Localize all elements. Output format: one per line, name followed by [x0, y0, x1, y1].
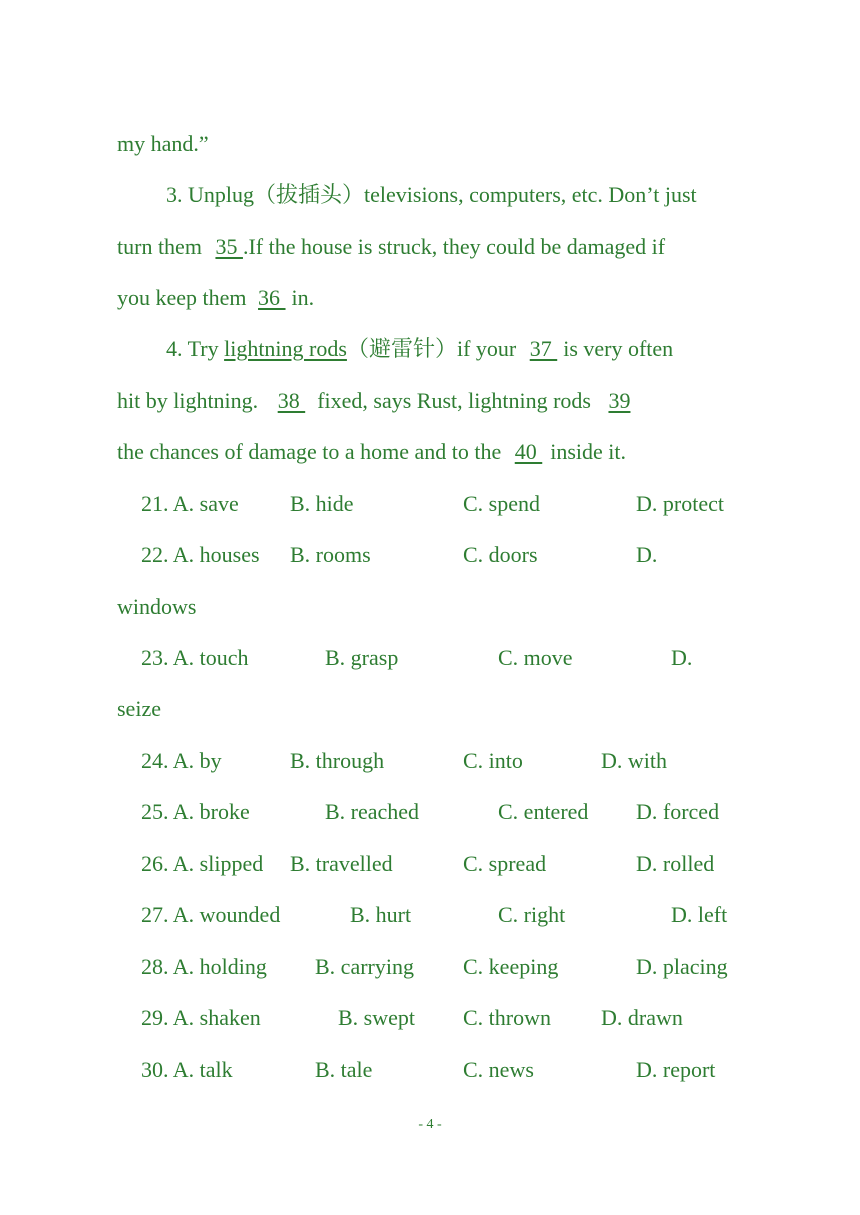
option-b: B. tale: [315, 1057, 373, 1082]
option-a: 24. A. by: [141, 748, 222, 773]
option-c: C. spread: [463, 851, 547, 876]
option-c: C. entered: [498, 799, 589, 824]
paragraph-3-line-3: [117, 283, 745, 313]
passage-text: if your: [456, 336, 517, 361]
passage-text: hit by lightning.: [117, 388, 259, 413]
option-a: 26. A. slipped: [141, 851, 264, 876]
option-b: B. rooms: [290, 542, 371, 567]
blank-38: 38: [277, 388, 306, 413]
passage-line-1: [117, 129, 745, 159]
passage-text: .If the house is struck, they could be damaged if: [242, 234, 666, 259]
option-d: D. drawn: [601, 1005, 683, 1030]
option-c: C. doors: [463, 542, 538, 567]
option-23-wrap: [117, 694, 745, 724]
chinese-gloss: （避雷针）: [346, 336, 457, 361]
option-d: D. protect: [636, 491, 724, 516]
option-a: 28. A. holding: [141, 954, 267, 979]
option-b: B. travelled: [290, 851, 393, 876]
option-b: B. hide: [290, 491, 354, 516]
option-c: C. right: [498, 902, 566, 927]
passage-text: you keep them: [117, 285, 247, 310]
option-row-29: [0, 1003, 860, 1033]
passage-text: my hand.”: [117, 131, 209, 156]
option-b: B. grasp: [325, 645, 399, 670]
paragraph-3-line-1: [166, 180, 745, 210]
option-c: C. into: [463, 748, 523, 773]
blank-40: 40: [514, 439, 543, 464]
page-number: - 4 -: [418, 1117, 442, 1132]
paragraph-4-line-3: [117, 437, 745, 467]
blank-35: 35: [215, 234, 243, 259]
option-row-30: [0, 1055, 860, 1085]
option-b: B. swept: [338, 1005, 415, 1030]
option-row-26: [0, 849, 860, 879]
blank-37: 37: [529, 336, 558, 361]
option-d: D. forced: [636, 799, 720, 824]
passage-text: the chances of damage to a home and to the: [117, 439, 502, 464]
paragraph-4-line-2: [117, 386, 745, 416]
option-d-text: seize: [117, 696, 161, 721]
blank-39: 39: [608, 388, 631, 413]
option-d-text: windows: [117, 594, 197, 619]
paragraph-number: 4. Try: [166, 336, 219, 361]
option-row-24: [0, 746, 860, 776]
option-row-21: [0, 489, 860, 519]
paragraph-4-line-1: [166, 334, 745, 364]
option-b: B. hurt: [350, 902, 412, 927]
option-d: D. report: [636, 1057, 716, 1082]
option-d: D.: [671, 645, 693, 670]
option-d: D. with: [601, 748, 667, 773]
option-b: B. through: [290, 748, 385, 773]
passage-text: inside it.: [550, 439, 627, 464]
passage-text: turn them: [117, 234, 202, 259]
option-row-27: [0, 900, 860, 930]
option-a: 29. A. shaken: [141, 1005, 261, 1030]
option-d: D. placing: [636, 954, 728, 979]
option-a: 21. A. save: [141, 491, 239, 516]
paragraph-3-line-2: [117, 232, 745, 262]
option-row-25: [0, 797, 860, 827]
lightning-rods-term: lightning rods: [224, 336, 347, 361]
passage-text: televisions, computers, etc. Don’t just: [364, 182, 697, 207]
option-a: 23. A. touch: [141, 645, 249, 670]
paragraph-number: 3. Unplug: [166, 182, 254, 207]
passage-text: fixed, says Rust, lightning rods: [317, 388, 591, 413]
option-a: 25. A. broke: [141, 799, 250, 824]
option-c: C. thrown: [463, 1005, 551, 1030]
passage-text: is very often: [563, 336, 674, 361]
chinese-gloss: （拔插头）: [254, 182, 365, 207]
option-c: C. keeping: [463, 954, 559, 979]
option-22-wrap: [117, 592, 745, 622]
option-row-23: [0, 643, 860, 673]
option-d: D.: [636, 542, 658, 567]
option-d: D. rolled: [636, 851, 715, 876]
blank-36: 36: [258, 285, 286, 310]
option-row-28: [0, 952, 860, 982]
option-c: C. move: [498, 645, 573, 670]
option-a: 22. A. houses: [141, 542, 260, 567]
option-d: D. left: [671, 902, 728, 927]
option-b: B. carrying: [315, 954, 414, 979]
option-row-22: [0, 540, 860, 570]
option-b: B. reached: [325, 799, 420, 824]
option-c: C. news: [463, 1057, 534, 1082]
option-c: C. spend: [463, 491, 540, 516]
passage-text: in.: [291, 285, 315, 310]
option-a: 30. A. talk: [141, 1057, 233, 1082]
option-a: 27. A. wounded: [141, 902, 281, 927]
